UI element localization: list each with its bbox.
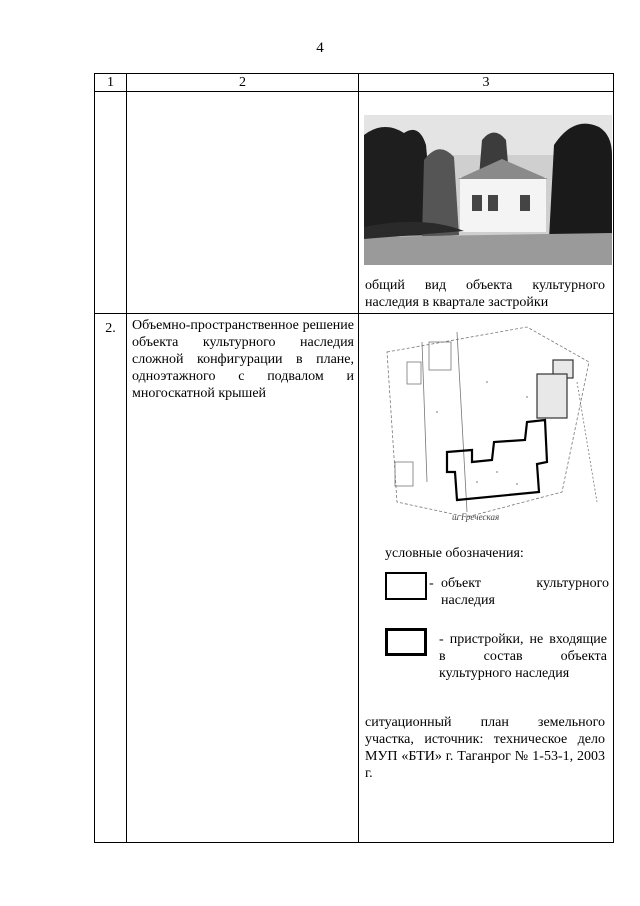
row2-image-cell bbox=[359, 314, 614, 843]
row1-image-cell bbox=[359, 92, 614, 314]
row2-num: 2. bbox=[95, 314, 127, 843]
site-plan bbox=[377, 322, 607, 527]
header-col-3: 3 bbox=[359, 74, 614, 92]
header-col-1: 1 bbox=[95, 74, 127, 92]
table-header-row bbox=[95, 74, 614, 92]
page-number: 4 bbox=[316, 40, 324, 56]
legend-extensions-text: - пристройки, не входящие в состав объекта культурного наследия bbox=[439, 632, 607, 681]
heritage-table bbox=[94, 73, 614, 843]
table-row bbox=[95, 92, 614, 314]
row2-description: Объемно-пространственное решение объекта культурного наследия сложной конфигурации в плане, одноэтажного с подвалом и многоскатной крышей bbox=[132, 318, 354, 401]
legend-extensions-swatch bbox=[385, 628, 427, 656]
plan-source: ситуационный план земельного участка, источник: техническое дело МУП «БТИ» г. Таганрог № 1-53-1, 2003 г. bbox=[365, 715, 605, 781]
legend-title: условные обозначения: bbox=[385, 546, 524, 561]
legend-heritage-text: объект культурного наследия bbox=[441, 576, 609, 608]
header-col-2: 2 bbox=[127, 74, 359, 92]
legend-heritage-dash: - bbox=[429, 576, 434, 591]
row1-num-cell bbox=[95, 92, 127, 314]
table-row bbox=[95, 314, 614, 843]
plan-street-label: ш Греческая bbox=[452, 512, 500, 522]
legend-heritage-swatch bbox=[385, 572, 427, 600]
building-photo bbox=[364, 115, 612, 265]
row1-desc-cell bbox=[127, 92, 359, 314]
legend-heritage bbox=[359, 572, 613, 622]
legend-extensions bbox=[359, 628, 613, 698]
photo-caption: общий вид объекта культурного наследия в квартале застройки bbox=[365, 278, 605, 310]
row2-desc-cell bbox=[127, 314, 359, 843]
